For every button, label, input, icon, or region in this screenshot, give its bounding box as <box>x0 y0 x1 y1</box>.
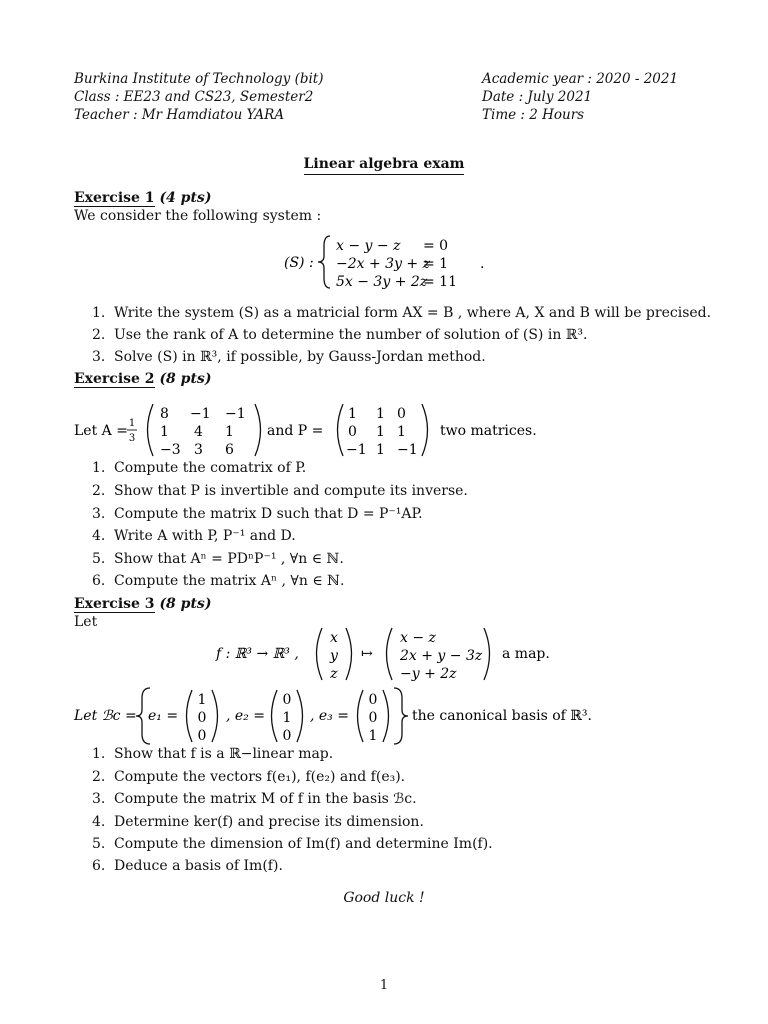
and-P-label: and P = <box>267 423 324 439</box>
page-number: 1 <box>379 978 389 993</box>
ex1-item-3: 3. Solve (S) in ℝ³, if possible, by Gauss-Jordan method. <box>92 349 486 365</box>
system-label: (S) : <box>284 255 314 271</box>
fraction-denominator: 3 <box>128 433 136 444</box>
ex3-item-1: 1. Show that f is a ℝ−linear map. <box>92 746 334 762</box>
e2-right-paren <box>297 690 303 742</box>
header-institute: Burkina Institute of Technology (bit) <box>74 71 324 87</box>
vec-out-3: −y + 2z <box>400 666 457 682</box>
e3-right-paren <box>383 690 389 742</box>
vec-out-right-paren <box>484 628 490 680</box>
P-cell-11: 1 <box>348 406 357 422</box>
closing-message: Good luck ! <box>343 890 425 906</box>
basis-label: Let ℬc = <box>74 708 137 724</box>
e2-left-paren <box>272 690 278 742</box>
ex3-item-5: 5. Compute the dimension of Im(f) and determine Im(f). <box>92 836 493 852</box>
system-row-2-lhs: −2x + 3y + z <box>336 256 430 272</box>
e1-left-paren <box>187 690 193 742</box>
vec-out-2: 2x + y − 3z <box>400 648 483 664</box>
ex2-item-6: 6. Compute the matrix Aⁿ , ∀n ∈ ℕ. <box>92 573 345 589</box>
ex2-item-3: 3. Compute the matrix D such that D = P⁻¹AP. <box>92 506 423 522</box>
P-cell-23: 1 <box>397 424 406 440</box>
A-cell-32: 3 <box>194 442 203 458</box>
ex3-item-4: 4. Determine ker(f) and precise its dimension. <box>92 814 424 830</box>
e3-cell-2: 0 <box>368 710 378 726</box>
system-row-3-rhs: = 11 <box>423 274 457 290</box>
exercise-3-heading: Exercise 3 (8 pts) <box>74 596 212 612</box>
ex2-item-5: 5. Show that Aⁿ = PDⁿP⁻¹ , ∀n ∈ ℕ. <box>92 551 344 567</box>
A-cell-12: −1 <box>190 406 211 422</box>
matrix-P-right-paren <box>422 404 428 456</box>
matrix-P-left-paren <box>338 404 344 456</box>
e2-cell-3: 0 <box>282 728 292 744</box>
P-cell-12: 1 <box>376 406 385 422</box>
e1-cell-3: 0 <box>197 728 207 744</box>
vec-in-left-paren <box>317 628 323 680</box>
e1-cell-1: 1 <box>197 692 207 708</box>
ex1-item-1: 1. Write the system (S) as a matricial form AX = B , where A, X and B will be precised. <box>92 305 712 321</box>
header-time: Time : 2 Hours <box>482 107 585 123</box>
vec-in-z: z <box>330 666 338 682</box>
vec-in-right-paren <box>346 628 352 680</box>
ex2-item-2: 2. Show that P is invertible and compute its inverse. <box>92 483 468 499</box>
two-matrices-label: two matrices. <box>440 423 537 439</box>
ex3-item-6: 6. Deduce a basis of Im(f). <box>92 858 283 874</box>
A-cell-13: −1 <box>225 406 246 422</box>
exercise-2-heading: Exercise 2 (8 pts) <box>74 371 212 387</box>
vec-out-left-paren <box>387 628 393 680</box>
A-cell-23: 1 <box>225 424 234 440</box>
system-row-3-lhs: 5x − 3y + 2z <box>336 274 428 290</box>
vec-out-1: x − z <box>400 630 436 646</box>
header-class: Class : EE23 and CS23, Semester2 <box>74 89 314 105</box>
ex3-item-3: 3. Compute the matrix M of f in the basis ℬc. <box>92 791 417 807</box>
e1-label: e₁ = <box>148 708 179 724</box>
P-cell-22: 1 <box>376 424 385 440</box>
vec-in-y: y <box>330 648 338 664</box>
fraction-numerator: 1 <box>128 418 136 429</box>
e3-label: , e₃ = <box>310 708 349 724</box>
P-cell-32: 1 <box>376 442 385 458</box>
page-title: Linear algebra exam <box>0 156 768 172</box>
system-row-2-rhs: = 1 <box>423 256 449 272</box>
system-row-1-rhs: = 0 <box>423 238 449 254</box>
P-cell-33: −1 <box>397 442 418 458</box>
map-definition <box>210 624 570 686</box>
e3-cell-3: 1 <box>368 728 378 744</box>
A-cell-33: 6 <box>225 442 234 458</box>
system-brace <box>318 236 330 288</box>
A-cell-11: 8 <box>160 406 169 422</box>
let-A-label: Let A = <box>74 423 128 439</box>
e1-cell-2: 0 <box>197 710 207 726</box>
header-teacher: Teacher : Mr Hamdiatou YARA <box>74 107 285 123</box>
P-cell-21: 0 <box>348 424 357 440</box>
exercise-3-let: Let <box>74 614 98 630</box>
mapsto-symbol: ↦ <box>361 646 373 662</box>
exercise-1-heading: Exercise 1 (4 pts) <box>74 190 212 206</box>
A-cell-31: −3 <box>160 442 181 458</box>
map-suffix: a map. <box>502 646 550 662</box>
e3-left-paren <box>358 690 364 742</box>
exercise-1-intro: We consider the following system : <box>74 208 322 224</box>
header-academic-year: Academic year : 2020 - 2021 <box>482 71 679 87</box>
e2-cell-1: 0 <box>282 692 292 708</box>
matrix-A-right-paren <box>255 404 261 456</box>
basis-right-brace <box>394 688 408 744</box>
system-end: . <box>480 256 485 272</box>
matrix-A-left-paren <box>148 404 154 456</box>
canonical-basis <box>70 686 610 748</box>
header-date: Date : July 2021 <box>482 89 593 105</box>
vec-in-x: x <box>330 630 338 646</box>
P-cell-13: 0 <box>397 406 406 422</box>
e1-right-paren <box>212 690 218 742</box>
e3-cell-1: 0 <box>368 692 378 708</box>
matrices-A-P <box>70 400 570 462</box>
e2-label: , e₂ = <box>226 708 265 724</box>
basis-suffix: the canonical basis of ℝ³. <box>412 708 592 724</box>
e2-cell-2: 1 <box>282 710 292 726</box>
P-cell-31: −1 <box>346 442 367 458</box>
map-signature: f : ℝ³ → ℝ³ , <box>216 646 299 662</box>
A-cell-21: 1 <box>160 424 169 440</box>
A-cell-22: 4 <box>194 424 203 440</box>
system-equations <box>270 232 500 292</box>
system-row-1-lhs: x − y − z <box>336 238 401 254</box>
ex1-item-2: 2. Use the rank of A to determine the number of solution of (S) in ℝ³. <box>92 327 588 343</box>
ex3-item-2: 2. Compute the vectors f(e₁), f(e₂) and f(e₃). <box>92 769 406 785</box>
ex2-item-1: 1. Compute the comatrix of P. <box>92 460 307 476</box>
ex2-item-4: 4. Write A with P, P⁻¹ and D. <box>92 528 296 544</box>
